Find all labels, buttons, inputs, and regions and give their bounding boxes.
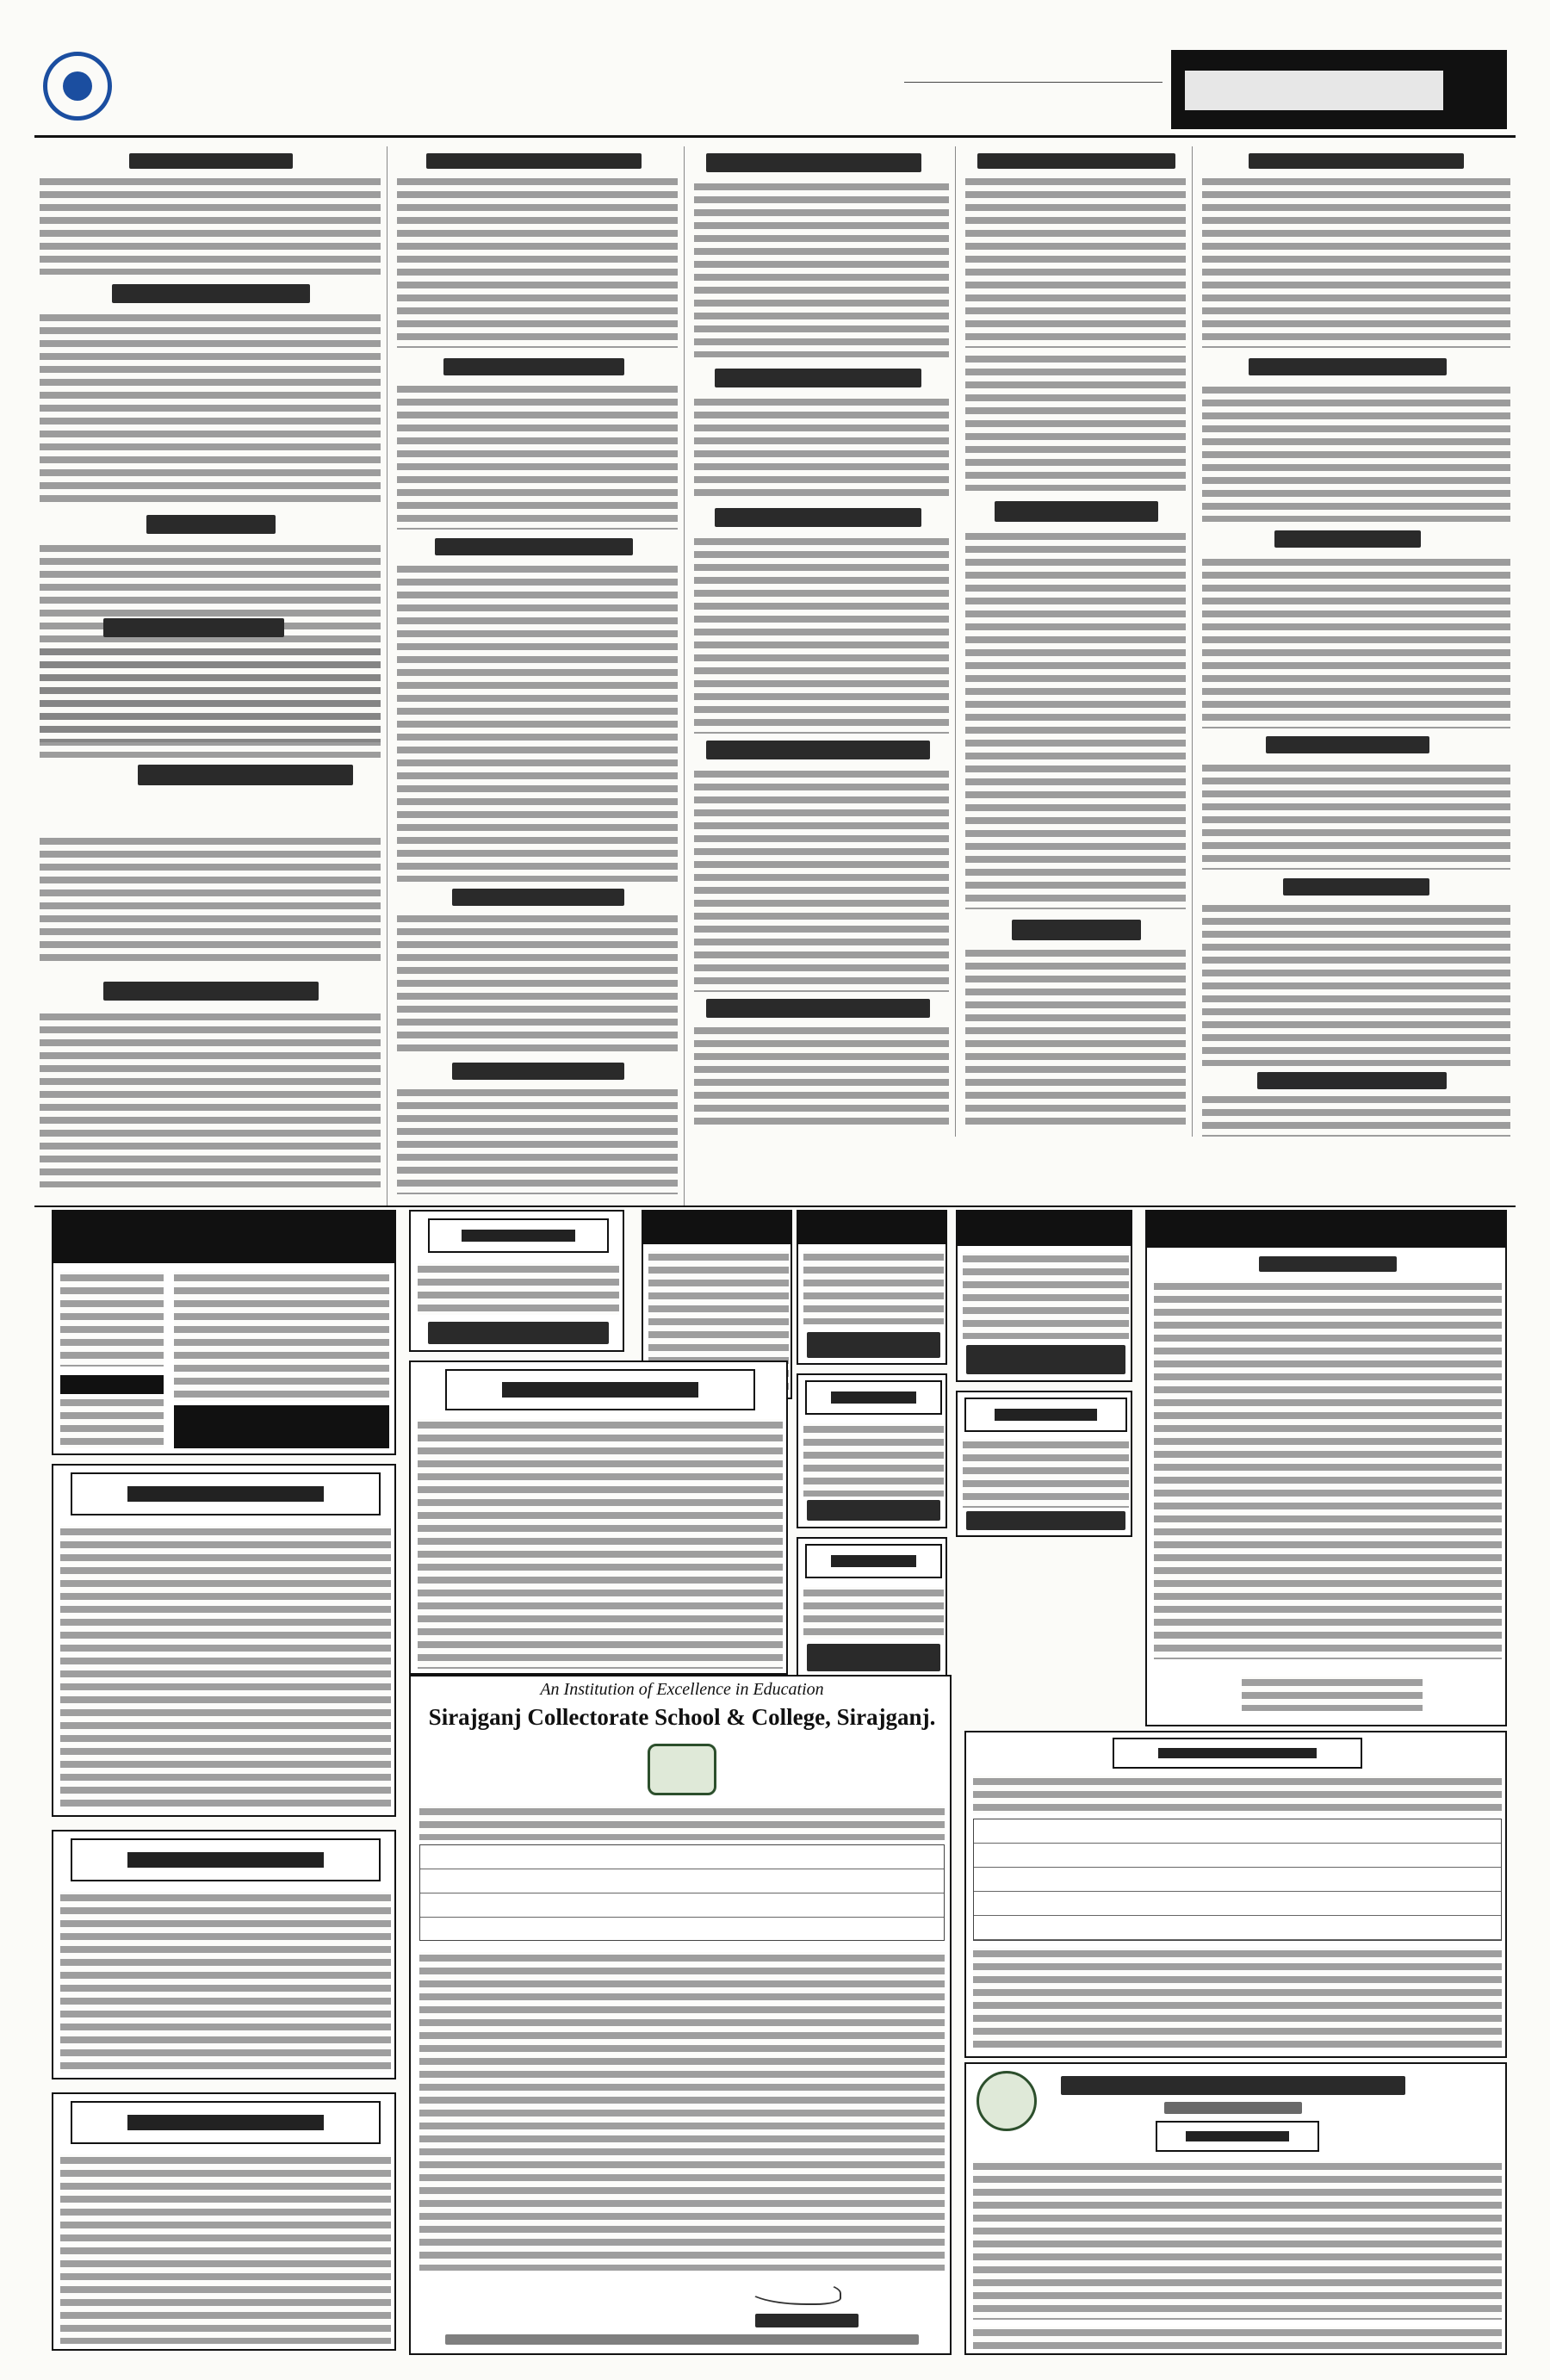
- article-body: [397, 1087, 678, 1194]
- ad-to-let-phone: [966, 1511, 1125, 1530]
- ad-airforce-body: [973, 2160, 1502, 2320]
- news-column-4: [960, 146, 1193, 1137]
- ad-legal-notice-3: [52, 2092, 396, 2351]
- ad-land-sale-body: [803, 1251, 944, 1324]
- newspaper-logo-icon: [43, 52, 112, 121]
- article-body: [965, 353, 1186, 491]
- ad-land-sale-title-bar: [798, 1212, 946, 1244]
- ad-urgent-recruitment-intro: [973, 1776, 1502, 1814]
- article-body: [397, 176, 678, 348]
- headline: [995, 501, 1158, 522]
- ad-school-recruitment: [409, 1675, 952, 2355]
- ad-doctor-phone-bar: [174, 1405, 389, 1448]
- headline: [103, 618, 284, 637]
- ad-urgent-recruitment-body: [973, 1948, 1502, 2049]
- masthead: [34, 43, 1516, 138]
- ad-urgent-recruitment-title: [1113, 1738, 1362, 1769]
- ad-court-notice-case-no: [1259, 1256, 1397, 1272]
- headline: [1249, 153, 1464, 169]
- article-body: [397, 563, 678, 882]
- ad-legal-notice-3-title: [71, 2101, 381, 2144]
- ad-legal-notice-1: [52, 1464, 396, 1817]
- ad-land-sale: [797, 1210, 947, 1365]
- ad-airforce-location: [1164, 2102, 1302, 2114]
- ad-airforce-org-name: [1061, 2076, 1405, 2095]
- ad-doctor-text-right: [174, 1272, 389, 1401]
- headline: [1274, 530, 1421, 548]
- ad-house-sale-title: [805, 1544, 942, 1578]
- ad-recruitment-title-bar: [643, 1212, 790, 1244]
- article-body: [1202, 1094, 1510, 1137]
- article-body: [40, 1011, 381, 1187]
- school-name: Sirajganj Collectorate School & College, Sirajganj.: [428, 1704, 936, 1730]
- headline: [103, 982, 319, 1001]
- ad-plot-sale-body: [803, 1423, 944, 1497]
- ad-bed-admission-phone: [966, 1345, 1125, 1374]
- ad-airforce-title: [1156, 2121, 1319, 2152]
- ad-legal-notice-1-body: [60, 1526, 391, 1810]
- ad-sale-notice-body: [418, 1263, 619, 1315]
- ad-plot-sale: [797, 1373, 947, 1528]
- headline: [706, 999, 930, 1018]
- section-divider: [34, 1205, 1516, 1207]
- ad-airforce-footer: [973, 2327, 1502, 2349]
- article-body: [397, 913, 678, 1055]
- article-body: [1202, 176, 1510, 348]
- headline: [452, 1063, 624, 1080]
- article-body: [1202, 762, 1510, 870]
- article-body: [40, 312, 381, 505]
- headline: [706, 153, 921, 172]
- headline: [443, 358, 624, 375]
- article-body: [1202, 902, 1510, 1066]
- airforce-emblem-icon: [976, 2071, 1037, 2131]
- ad-court-notice-body: [1154, 1280, 1502, 1659]
- ad-house-sale-body: [803, 1587, 944, 1639]
- ad-legal-notice-2-body: [60, 1892, 391, 2073]
- ad-to-let: [956, 1391, 1132, 1537]
- school-intro-text: [419, 1806, 945, 1840]
- ad-bed-admission-body: [963, 1253, 1129, 1339]
- school-emblem-icon: [648, 1744, 716, 1795]
- article-body: [397, 383, 678, 530]
- ad-bed-admission-title-bar: [958, 1212, 1131, 1246]
- ad-sale-notice: [409, 1210, 624, 1352]
- ad-sale-notice-title: [428, 1218, 609, 1253]
- ad-doctor-schedule-bar: [60, 1375, 164, 1394]
- article-body: [40, 176, 381, 275]
- ad-plot-sale-title: [805, 1380, 942, 1415]
- ad-doctor-title-bar: [53, 1212, 394, 1263]
- ad-legal-notice-2-title: [71, 1838, 381, 1881]
- headline: [1266, 736, 1429, 753]
- headline: [426, 153, 642, 169]
- ad-legal-notice-1-title: [71, 1472, 381, 1515]
- article-body: [40, 646, 381, 758]
- article-body: [694, 768, 949, 992]
- news-column-3: [689, 146, 956, 1137]
- headline: [1257, 1072, 1447, 1089]
- signatory-name: [755, 2314, 859, 2327]
- ad-court-notice: [1145, 1210, 1507, 1726]
- ad-plot-sale-phone: [807, 1500, 940, 1521]
- headline: [112, 284, 310, 303]
- article-body: [1202, 384, 1510, 522]
- headline: [1283, 878, 1429, 896]
- headline: [146, 515, 276, 534]
- ad-legal-notice-center-title: [445, 1369, 755, 1410]
- masthead-dateline: [672, 91, 1154, 117]
- headline: [715, 508, 921, 527]
- school-footer-line: [445, 2334, 919, 2345]
- ad-house-sale-phone: [807, 1644, 940, 1671]
- article-body: [1202, 556, 1510, 728]
- article-body: [965, 176, 1186, 348]
- school-vacancy-table: [419, 1844, 945, 1941]
- ad-sale-notice-phone: [428, 1322, 609, 1344]
- ad-court-notice-title-bar: [1147, 1212, 1505, 1248]
- news-column-5: [1197, 146, 1516, 1137]
- ad-house-sale: [797, 1537, 947, 1679]
- ad-urgent-recruitment-table: [973, 1819, 1502, 1941]
- signature-icon: [747, 2279, 841, 2305]
- headline: [129, 153, 293, 169]
- article-body: [694, 536, 949, 734]
- article-body: [694, 1025, 949, 1128]
- headline: [435, 538, 633, 555]
- ad-doctor-text-left: [60, 1272, 164, 1367]
- newspaper-brand-logo: [1171, 50, 1507, 129]
- ad-legal-notice-2: [52, 1830, 396, 2079]
- ad-to-let-title: [964, 1398, 1127, 1432]
- ad-legal-notice-center: [409, 1360, 788, 1675]
- article-body: [694, 396, 949, 499]
- headline: [452, 889, 624, 906]
- article-body: [965, 947, 1186, 1128]
- ad-urgent-recruitment: [964, 1731, 1507, 2058]
- school-heading: An Institution of Excellence in Education: [540, 1680, 824, 1699]
- ad-legal-notice-center-body: [418, 1419, 783, 1669]
- news-column-2: [392, 146, 685, 1205]
- ad-doctor: [52, 1210, 396, 1455]
- ad-land-sale-phone: [807, 1332, 940, 1358]
- article-body: [965, 530, 1186, 909]
- school-conditions-text: [419, 1952, 945, 2271]
- ad-to-let-body: [963, 1439, 1129, 1508]
- ad-bed-admission: [956, 1210, 1132, 1382]
- headline: [1249, 358, 1447, 375]
- article-body: [40, 835, 381, 964]
- headline: [715, 369, 921, 387]
- article-body: [694, 181, 949, 357]
- headline: [1012, 920, 1141, 940]
- ad-court-notice-signatory: [1242, 1677, 1423, 1711]
- headline: [977, 153, 1175, 169]
- ad-legal-notice-3-body: [60, 2154, 391, 2344]
- headline-wide: [138, 765, 353, 785]
- headline: [706, 741, 930, 759]
- ad-doctor-schedule: [60, 1397, 164, 1448]
- ad-airforce-tender: [964, 2062, 1507, 2355]
- masthead-weekday: [904, 53, 1162, 83]
